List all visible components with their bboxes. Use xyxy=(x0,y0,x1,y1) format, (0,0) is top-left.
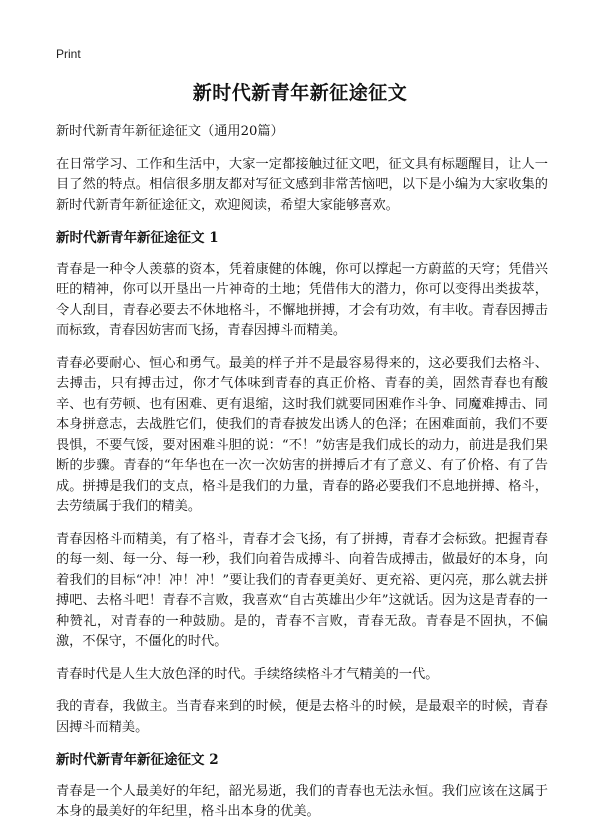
document-title: 新时代新青年新征途征文 xyxy=(192,82,408,104)
intro-paragraph: 在日常学习、工作和生活中，大家一定都接触过征文吧，征文具有标题醒目，让人一目了然的特点。相信很多朋友都对写征文感到非常苦恼吧，以下是小编为大家收集的新时代新青年新征途征文，欢迎阅读，希望大家能够喜欢。 xyxy=(56,156,548,213)
document-body xyxy=(56,122,548,835)
section-1-paragraph-4: 青春时代是人生大放色泽的时代。手续络续格斗才气精美的一代。 xyxy=(56,666,439,682)
print-label: Print xyxy=(56,47,81,61)
section-2-paragraph-1: 青春是一个人最美好的年纪，韶光易逝，我们的青春也无法永恒。我们应该在这属于本身的最美好的年纪里，格斗出本身的优美。 xyxy=(56,783,548,819)
section-heading-2: 新时代新青年新征途征文 2 xyxy=(56,752,219,768)
section-1-paragraph-2: 青春必要耐心、恒心和勇气。最美的样子并不是最容易得来的，这必要我们去格斗、去搏击，只有搏击过，你才气体味到青春的真正价格、青春的美，固然青春也有酸辛、也有劳顿、也有困难、更有退缩，这时我们就要同困难作斗争、同魔难搏击、同本身拼意志，去战胜它们，使我们的青春披发出诱人的色泽；在困难面前，我们不要畏惧，不要气馁，要对困难斗胆的说：“不！”妨害是我们成长的动力，前进是我们果断的步骤。青春的“年华也在一次一次妨害的拼搏后才有了意义、有了价格、有了告成。拼搏是我们的支点，格斗是我们的力量，青春的路必要我们不息地拼搏、格斗，去劳绩属于我们的精美。 xyxy=(56,355,548,514)
section-1-paragraph-1: 青春是一种令人羡慕的资本，凭着康健的体魄，你可以撑起一方蔚蓝的天穹；凭借兴旺的精神，你可以开垦出一片神奇的土地；凭借伟大的潜力，你可以变得出类拔萃，令人刮目，青春必要去不休地格斗，不懈地拼搏，才会有功效，有丰收。青春因搏击而标致，青春因妨害而飞扬，青春因搏斗而精美。 xyxy=(56,261,548,338)
section-1-paragraph-5: 我的青春，我做主。当青春来到的时候，便是去格斗的时候，是最艰辛的时候，青春因搏斗而精美。 xyxy=(56,699,548,735)
document-subtitle: 新时代新青年新征途征文（通用20篇） xyxy=(56,124,284,139)
section-1-paragraph-3: 青春因格斗而精美，有了格斗，青春才会飞扬，有了拼搏，青春才会标致。把握青春的每一刻、每一分、每一秒，我们向着告成搏斗、向着告成搏击，做最好的本身，向着我们的目标“冲！冲！冲！”要让我们的青春更美好、更充裕、更闪亮，那么就去拼搏吧、去格斗吧！青春不言败，我喜欢“自古英雄出少年”这就话。因为这是青春的一种赞礼，对青春的一种鼓励。是的，青春不言败，青春无敌。青春是不固执，不偏激，不保守，不僵化的时代。 xyxy=(56,531,548,649)
section-heading-1: 新时代新青年新征途征文 1 xyxy=(56,230,219,246)
